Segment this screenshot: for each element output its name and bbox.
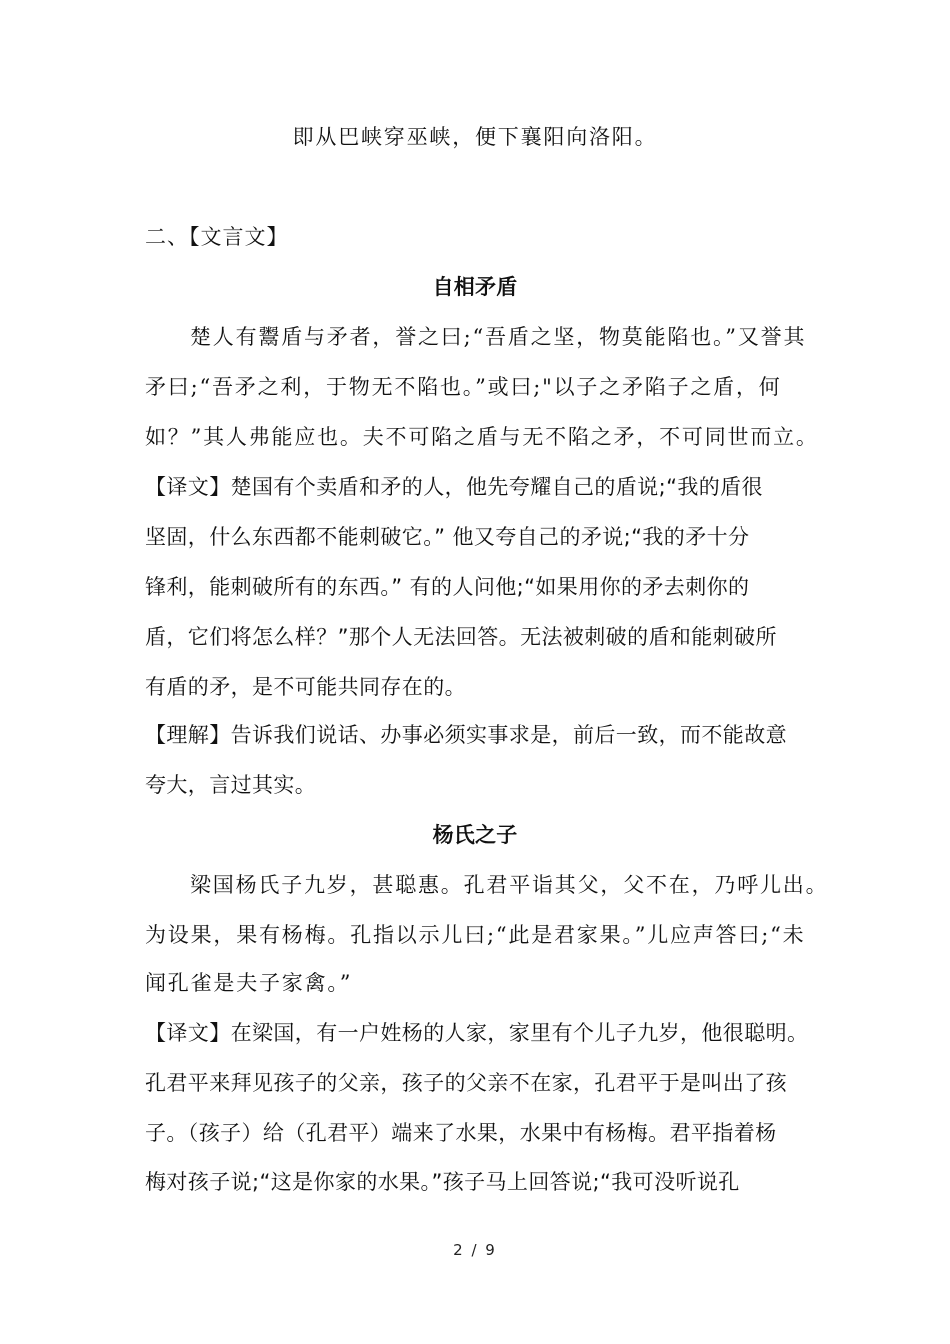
story2-translation-line-1: 【译文】在梁国，有一户姓杨的人家，家里有个儿子九岁，他很聪明。 — [145, 1021, 809, 1045]
story2-translation-line-4: 梅对孩子说;“这是你家的水果。”孩子马上回答说;“我可没听说孔 — [145, 1170, 740, 1194]
story-title-2: 杨氏之子 — [432, 823, 518, 847]
story1-understanding-line-2: 夸大，言过其实。 — [145, 773, 317, 797]
story1-translation-line-5: 有盾的矛，是不可能共同存在的。 — [145, 675, 466, 699]
story2-translation-line-2: 孔君平来拜见孩子的父亲，孩子的父亲不在家，孔君平于是叫出了孩 — [145, 1071, 787, 1095]
story2-original-line-1: 梁国杨氏子九岁，甚聪惠。孔君平诣其父，父不在，乃呼儿出。 — [190, 873, 829, 897]
story1-translation-line-3: 锋利，能刺破所有的东西。” 有的人问他;“如果用你的矛去刺你的 — [145, 575, 750, 599]
page-number: 2 / 9 — [453, 1241, 497, 1259]
story2-translation-line-3: 子。（孩子）给（孔君平）端来了水果，水果中有杨梅。君平指着杨 — [145, 1121, 777, 1145]
story1-translation-line-4: 盾，它们将怎么样？”那个人无法回答。无法被刺破的盾和能刺破所 — [145, 625, 777, 649]
story1-understanding-line-1: 【理解】告诉我们说话、办事必须实事求是，前后一致，而不能故意 — [145, 723, 787, 747]
section-heading: 二、【文言文】 — [145, 225, 289, 249]
story1-original-line-1: 楚人有鬻盾与矛者，誉之曰;“吾盾之坚，物莫能陷也。”又誉其 — [190, 325, 807, 349]
story2-original-line-2: 为设果，果有杨梅。孔指以示儿曰;“此是君家果。”儿应声答曰;“未 — [145, 923, 806, 947]
story-title-1: 自相矛盾 — [432, 275, 518, 299]
story1-translation-line-1: 【译文】楚国有个卖盾和矛的人，他先夸耀自己的盾说;“我的盾很 — [145, 475, 763, 499]
story1-original-line-3: 如？”其人弗能应也。夫不可陷之盾与无不陷之矛，不可同世而立。 — [145, 425, 819, 449]
story1-original-line-2: 矛曰;“吾矛之利，于物无不陷也。”或曰;"以子之矛陷子之盾，何 — [145, 375, 782, 399]
story1-translation-line-2: 坚固，什么东西都不能刺破它。” 他又夸自己的矛说;“我的矛十分 — [145, 525, 750, 549]
poem-tail-line: 即从巴峡穿巫峡，便下襄阳向洛阳。 — [292, 125, 658, 149]
story2-original-line-3: 闻孔雀是夫子家禽。” — [145, 971, 353, 995]
